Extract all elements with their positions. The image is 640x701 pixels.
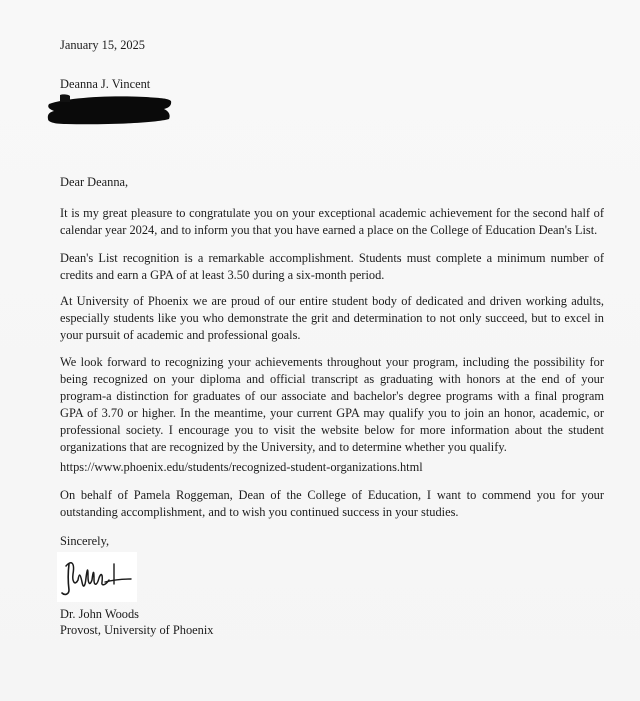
salutation: Dear Deanna, xyxy=(60,175,129,189)
signer-title: Provost, University of Phoenix xyxy=(60,623,214,637)
signature-image xyxy=(57,552,137,602)
signer-name: Dr. John Woods xyxy=(60,607,139,621)
paragraph-student-body: At University of Phoenix we are proud of our entire student body of dedicated and driven working adults, especially students like you who demonstrate the grit and determination to not only succeed, but to excel in your pursuit of academic and professional goals. xyxy=(60,294,604,342)
paragraph-commendation: On behalf of Pamela Roggeman, Dean of the College of Education, I want to commend you for your outstanding accomplishment, and to wish you continued success in your studies. xyxy=(60,488,604,519)
handwritten-signature xyxy=(57,552,137,602)
letter-date: January 15, 2025 xyxy=(60,38,145,52)
recipient-name: Deanna J. Vincent xyxy=(60,77,151,91)
organizations-link[interactable]: https://www.phoenix.edu/students/recognized-student-organizations.html xyxy=(60,460,423,474)
paragraph-congratulations: It is my great pleasure to congratulate you on your exceptional academic achievement for the second half of calendar year 2024, and to inform you that you have earned a place on the College of Education Dean's List. xyxy=(60,206,604,237)
redaction-mark xyxy=(46,92,173,126)
paragraph-honors-info: We look forward to recognizing your achievements throughout your program, including the possibility for being recognized on your diploma and official transcript as graduating with honors at the end of your program-a distinction for graduates of our associate and bachelor's degree programs with a final program GPA of 3.70 or higher. In the meantime, your current GPA may qualify you to join an honor, academic, or professional society. I encourage you to visit the website below for more information about the student organizations that are recognized by the University, and to determine whether you qualify. xyxy=(60,355,604,454)
closing: Sincerely, xyxy=(60,534,110,548)
paragraph-deans-list-criteria: Dean's List recognition is a remarkable accomplishment. Students must complete a minimum number of credits and earn a GPA of at least 3.50 during a six-month period. xyxy=(60,251,604,282)
